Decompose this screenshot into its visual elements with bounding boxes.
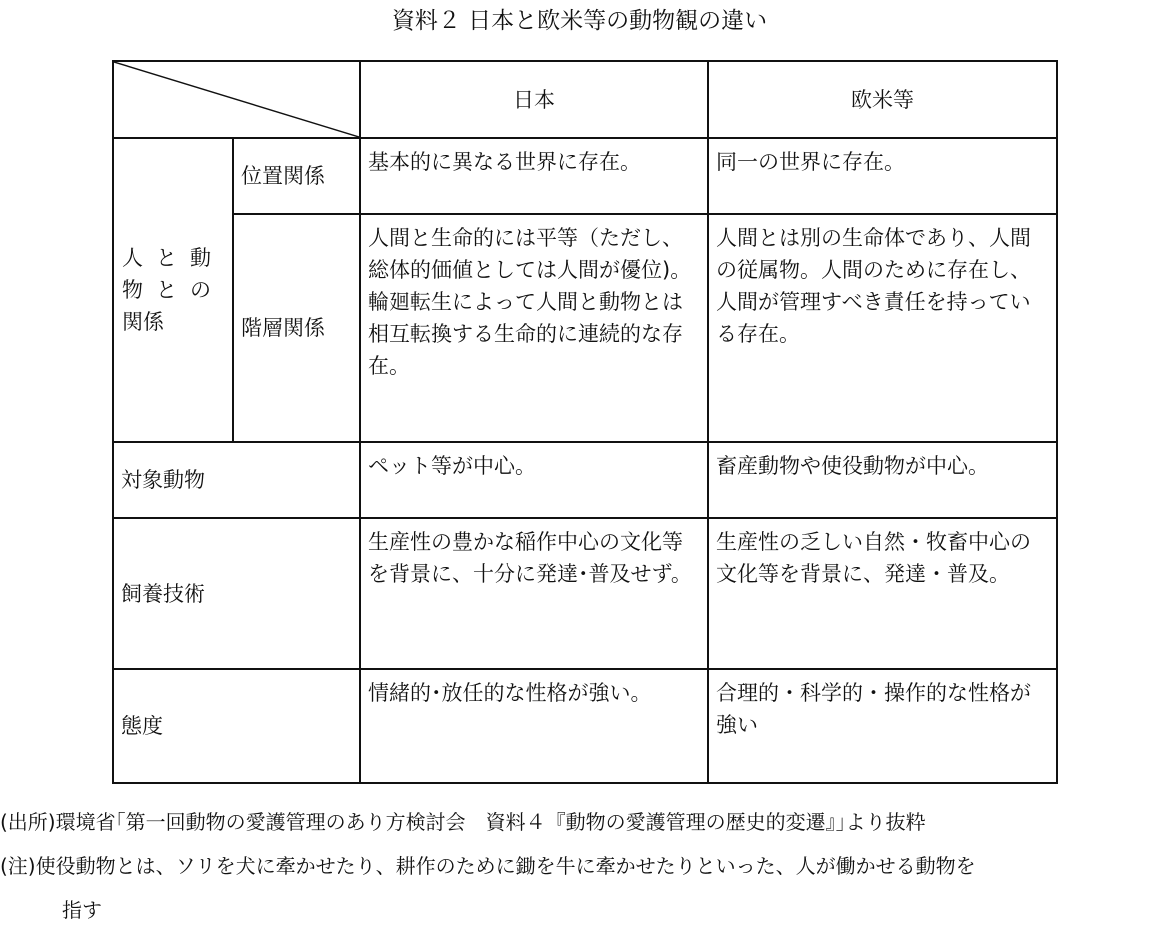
table-row xyxy=(113,518,1057,669)
document-title: 資料２ 日本と欧米等の動物観の違い xyxy=(391,8,768,34)
row-label: 態度 xyxy=(113,669,360,783)
table-row xyxy=(113,669,1057,783)
cell-west: 同一の世界に存在。 xyxy=(708,138,1057,214)
table-row xyxy=(113,442,1057,518)
cell-japan: 情緒的･放任的な性格が強い。 xyxy=(360,669,708,783)
comparison-table xyxy=(112,60,1058,784)
definition-note-continuation: 指す xyxy=(62,898,102,922)
table-row xyxy=(113,138,1057,214)
group-label-line: 関係 xyxy=(122,310,164,334)
table-row xyxy=(113,214,1057,442)
cell-japan: 人間と生命的には平等（ただし、総体的価値としては人間が優位)。輪廻転生によって人間と動物とは相互転換する生命的に連続的な存在。 xyxy=(360,214,708,442)
source-note: (出所)環境省｢第一回動物の愛護管理のあり方検討会 資料４『動物の愛護管理の歴史的変遷』｣より抜粋 xyxy=(0,810,926,834)
cell-west: 合理的・科学的・操作的な性格が強い xyxy=(708,669,1057,783)
notes-section xyxy=(0,800,1159,932)
row-label: 階層関係 xyxy=(233,214,360,442)
row-label: 対象動物 xyxy=(113,442,360,518)
header-west: 欧米等 xyxy=(708,61,1057,138)
cell-japan: ペット等が中心。 xyxy=(360,442,708,518)
header-japan: 日本 xyxy=(360,61,708,138)
row-label: 飼養技術 xyxy=(113,518,360,669)
group-label-human-animal-relation xyxy=(113,138,233,442)
cell-japan: 生産性の豊かな稲作中心の文化等を背景に、十分に発達･普及せず。 xyxy=(360,518,708,669)
row-label: 位置関係 xyxy=(233,138,360,214)
group-label-line: 物との xyxy=(122,278,224,302)
group-label-line: 人と動 xyxy=(122,246,224,270)
cell-west: 畜産動物や使役動物が中心。 xyxy=(708,442,1057,518)
header-row xyxy=(113,61,1057,138)
corner-cell xyxy=(113,61,360,138)
cell-japan: 基本的に異なる世界に存在。 xyxy=(360,138,708,214)
cell-west: 人間とは別の生命体であり、人間の従属物。人間のために存在し、人間が管理すべき責任を持っている存在。 xyxy=(708,214,1057,442)
definition-note: (注)使役動物とは、ソリを犬に牽かせたり、耕作のために鋤を牛に牽かせたりといった、人が働かせる動物を xyxy=(0,854,976,878)
cell-west: 生産性の乏しい自然・牧畜中心の文化等を背景に、発達・普及。 xyxy=(708,518,1057,669)
diagonal-line xyxy=(114,62,359,137)
